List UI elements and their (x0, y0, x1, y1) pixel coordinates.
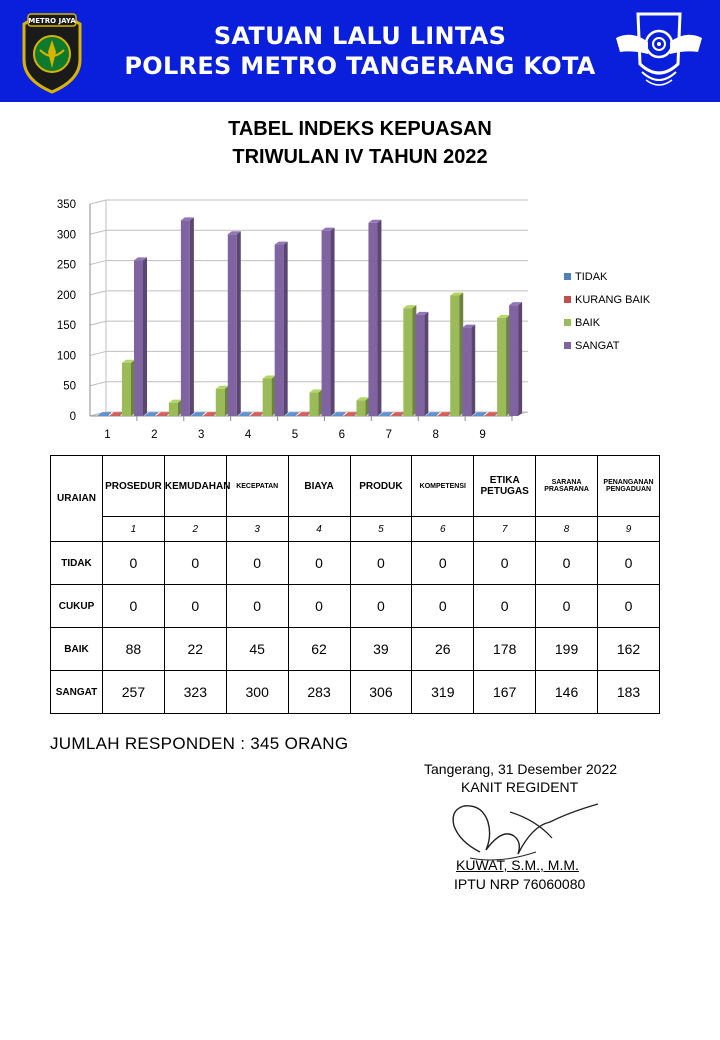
metro-jaya-logo (20, 6, 84, 94)
column-header-text: BIAYA (304, 480, 334, 492)
table-corner-label: URAIAN (51, 456, 103, 542)
table-cell: 62 (288, 628, 350, 671)
table-cell: 0 (598, 542, 660, 585)
table-cell: 162 (598, 628, 660, 671)
column-header-text: KEMUDAHAN (164, 480, 231, 492)
table-cell: 26 (412, 628, 474, 671)
column-header-text: KOMPETENSI (419, 482, 466, 490)
legend-label: TIDAK (575, 271, 608, 283)
bar (145, 415, 154, 416)
table-cell: 0 (412, 585, 474, 628)
table-header-row (51, 456, 660, 517)
legend-swatch (564, 319, 571, 326)
column-header-text: PETUGAS (480, 486, 529, 497)
gridline-depth (90, 230, 106, 234)
bar (122, 363, 131, 416)
column-header-text: ETIKA (489, 475, 520, 486)
table-cell: 0 (288, 542, 350, 585)
bar (391, 415, 400, 416)
bar (286, 415, 295, 416)
bar (426, 415, 435, 416)
respondent-count: JUMLAH RESPONDEN : 345 ORANG (50, 734, 349, 753)
bar (98, 415, 107, 416)
table-cell: 0 (350, 585, 412, 628)
column-header (288, 456, 350, 517)
bar (438, 415, 447, 416)
gridline-depth (90, 321, 106, 325)
column-header (103, 456, 165, 517)
x-tick-label: 3 (198, 429, 205, 441)
legend-label: KURANG BAIK (575, 294, 651, 306)
y-tick-label: 350 (56, 199, 76, 211)
y-tick-label: 250 (56, 259, 76, 272)
column-header-text: KECEPATAN (236, 482, 279, 490)
gridline-depth (90, 291, 106, 295)
table-cell: 45 (226, 628, 288, 671)
gridline-depth (90, 200, 106, 204)
bar (181, 220, 190, 416)
table-cell: 167 (474, 671, 536, 714)
column-header-text: PRASARANA (544, 486, 589, 493)
table-cell: 300 (226, 671, 288, 714)
x-tick-label: 7 (385, 429, 392, 441)
column-number: 7 (474, 517, 536, 542)
table-cell: 178 (474, 628, 536, 671)
column-header (226, 456, 288, 517)
signature-name: KUWAT, S.M., M.M. (456, 857, 579, 873)
bar-side (424, 312, 428, 416)
bar (497, 318, 506, 416)
column-header (536, 456, 598, 517)
x-tick-label: 4 (244, 429, 252, 441)
table-cell: 0 (474, 542, 536, 585)
bar (251, 415, 260, 416)
bar (157, 415, 166, 416)
page-title-line-1: TABEL INDEKS KEPUASAN (228, 118, 492, 140)
bar (134, 260, 143, 416)
column-header (598, 456, 660, 517)
bar (310, 392, 319, 416)
table-cell: 0 (164, 542, 226, 585)
row-label: SANGAT (51, 671, 103, 714)
table-cell: 0 (226, 542, 288, 585)
row-label: CUKUP (51, 585, 103, 628)
legend-swatch (564, 273, 571, 280)
column-number: 6 (412, 517, 474, 542)
y-tick-label: 0 (69, 411, 76, 423)
legend-label: SANGAT (575, 340, 620, 352)
bar (298, 415, 307, 416)
y-tick-label: 150 (56, 320, 76, 333)
table-cell: 0 (103, 542, 165, 585)
bar (204, 415, 213, 416)
table-cell: 283 (288, 671, 350, 714)
table-row (51, 628, 660, 671)
row-label: TIDAK (51, 542, 103, 585)
table-cell: 0 (164, 585, 226, 628)
table-cell: 199 (536, 628, 598, 671)
column-number: 8 (536, 517, 598, 542)
gridline-depth (90, 382, 106, 386)
signature-rank-nrp: IPTU NRP 76060080 (454, 876, 586, 892)
bar (485, 415, 494, 416)
gridline-depth (90, 351, 106, 355)
table-cell: 306 (350, 671, 412, 714)
bar (110, 415, 119, 416)
table-cell: 22 (164, 628, 226, 671)
legend-swatch (564, 296, 571, 303)
column-header (164, 456, 231, 517)
table-cell: 183 (598, 671, 660, 714)
table-cell: 0 (350, 542, 412, 585)
table-row (51, 542, 660, 585)
column-number: 1 (103, 517, 165, 542)
column-header-text: PENANGANAN (603, 479, 654, 486)
bar (228, 234, 237, 416)
table-cell: 323 (164, 671, 226, 714)
header-line-1: SATUAN LALU LINTAS (213, 22, 507, 50)
bar-side (331, 228, 335, 416)
korlantas-emblem-logo (612, 8, 706, 92)
column-header (350, 456, 412, 517)
column-header-text: PRODUK (359, 480, 403, 492)
bar-side (143, 257, 147, 416)
y-tick-label: 200 (56, 289, 76, 302)
signature-place-date: Tangerang, 31 Desember 2022 (424, 761, 618, 777)
bar-side (284, 242, 288, 416)
bar (509, 305, 518, 416)
column-number: 9 (598, 517, 660, 542)
bar (239, 415, 248, 416)
table-cell: 0 (226, 585, 288, 628)
table-cell: 0 (103, 585, 165, 628)
table-row (51, 585, 660, 628)
column-number: 4 (288, 517, 350, 542)
table-cell: 257 (103, 671, 165, 714)
column-number: 5 (350, 517, 412, 542)
row-label: BAIK (51, 628, 103, 671)
bar-side (190, 217, 194, 416)
bar (415, 315, 424, 416)
column-header-text: PROSEDUR (105, 480, 162, 492)
column-header (474, 456, 536, 517)
column-header-text: PENGADUAN (605, 486, 652, 493)
y-tick-label: 100 (56, 350, 76, 363)
bar (275, 245, 284, 416)
page-title-line-2: TRIWULAN IV TAHUN 2022 (232, 146, 488, 168)
table-cell: 146 (536, 671, 598, 714)
table-cell: 0 (598, 585, 660, 628)
y-tick-label: 300 (56, 229, 76, 242)
x-tick-label: 8 (432, 429, 439, 441)
x-tick-label: 5 (291, 429, 299, 441)
bar (192, 415, 201, 416)
x-tick-label: 6 (338, 429, 346, 441)
table-cell: 0 (536, 585, 598, 628)
bar (332, 415, 341, 416)
logo-left-text: METRO JAYA (28, 17, 76, 25)
column-number: 2 (164, 517, 226, 542)
x-tick-label: 1 (104, 429, 111, 441)
bar (462, 328, 471, 416)
table-cell: 0 (474, 585, 536, 628)
bar (379, 415, 388, 416)
y-tick-label: 50 (63, 380, 76, 393)
bar (216, 389, 225, 416)
table-row (51, 671, 660, 714)
table-cell: 88 (103, 628, 165, 671)
x-tick-label: 2 (151, 429, 158, 441)
table-cell: 39 (350, 628, 412, 671)
column-number: 3 (226, 517, 288, 542)
column-header (412, 456, 474, 517)
bar (403, 308, 412, 416)
satisfaction-bar-chart (40, 192, 680, 450)
table-cell: 0 (536, 542, 598, 585)
table-cell: 319 (412, 671, 474, 714)
bar (344, 415, 353, 416)
legend-swatch (564, 342, 571, 349)
bar-side (377, 220, 381, 416)
gridline-depth (90, 261, 106, 265)
column-header-text: SARANA (551, 479, 582, 486)
bar (169, 403, 178, 416)
bar-side (518, 302, 522, 416)
x-tick-label: 9 (479, 429, 486, 441)
legend-label: BAIK (575, 317, 601, 329)
satisfaction-table (50, 455, 660, 714)
header-line-2: POLRES METRO TANGERANG KOTA (124, 52, 596, 80)
header-banner (0, 0, 720, 102)
table-number-row (51, 517, 660, 542)
table-cell: 0 (288, 585, 350, 628)
bar (263, 378, 272, 416)
bar (473, 415, 482, 416)
bar (322, 231, 331, 416)
bar-side (237, 231, 241, 416)
signature-role: KANIT REGIDENT (461, 779, 579, 795)
table-cell: 0 (412, 542, 474, 585)
bar (368, 223, 377, 416)
bar (450, 295, 459, 416)
bar (356, 400, 365, 416)
bar-side (471, 325, 475, 416)
